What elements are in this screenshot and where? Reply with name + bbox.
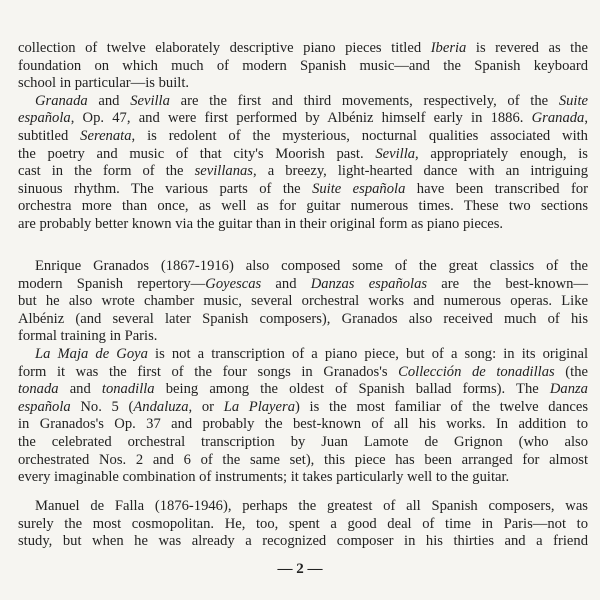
text-line — [18, 58, 588, 76]
text-run: and — [87, 92, 131, 109]
italic-title: Danza — [549, 381, 588, 398]
text-run: foundation on which much of modern Spanish music—and the Spanish keyboard — [18, 57, 588, 74]
paragraph — [18, 498, 588, 551]
italic-title: La Maja de Goya — [35, 345, 148, 362]
italic-title: Suite española — [312, 180, 406, 197]
text-run: but he also wrote chamber music, several orchestral works and numerous operas. Like — [18, 293, 588, 310]
text-run: in Granados's Op. 37 and probably the best-known of all his works. In addition to — [18, 416, 588, 433]
text-line — [18, 328, 588, 346]
text-run: No. 5 ( — [70, 398, 134, 415]
italic-title: Sevilla — [130, 92, 170, 109]
text-run: school in particular—is built. — [18, 75, 190, 92]
text-line — [18, 469, 588, 487]
text-run: , is redolent of the mysterious, nocturnal qualities associated with — [131, 127, 588, 144]
italic-title: Granada — [531, 110, 585, 127]
text-run: cast in the form of the — [18, 163, 195, 180]
text-run: , Op. 47, and were first performed by Albéniz himself early in 1886. — [70, 110, 532, 127]
text-run: form it was the first of the four songs in Granados's — [18, 363, 399, 380]
italic-title: Andaluza — [133, 398, 189, 415]
text-block-falla — [18, 498, 588, 551]
italic-title: Danzas españolas — [310, 275, 428, 292]
text-line — [18, 452, 588, 470]
text-block-granados — [18, 258, 588, 487]
text-line — [18, 181, 588, 199]
text-line — [18, 198, 588, 216]
italic-title: española — [18, 398, 71, 415]
text-line — [18, 216, 588, 234]
text-run: sinuous rhythm. The various parts of the — [18, 180, 313, 197]
italic-title: Granada — [35, 92, 88, 109]
text-run: , a breezy, light-hearted dance with an intriguing — [252, 163, 588, 180]
text-run: have been transcribed for — [405, 180, 588, 197]
text-line — [18, 381, 588, 399]
text-line — [18, 533, 588, 551]
italic-title: La Playera — [223, 398, 295, 415]
text-line — [18, 434, 588, 452]
text-line — [18, 364, 588, 382]
page-number: — 2 — — [277, 561, 323, 577]
text-run: subtitled — [18, 127, 81, 144]
text-line — [18, 93, 588, 111]
paragraph — [18, 93, 588, 234]
text-run: ) is the most familiar of the twelve dances — [295, 398, 589, 415]
text-run: Albéniz (and several later Spanish composers), Granados also received much of his — [18, 310, 588, 327]
italic-title: Iberia — [430, 40, 467, 56]
text-line — [18, 311, 588, 329]
text-run: are the first and third movements, respectively, of the — [169, 92, 559, 109]
text-run: , or — [188, 398, 224, 415]
text-line — [18, 399, 588, 417]
text-run: orchestra more than once, as well as for guitar numerous times. These two sections — [18, 198, 588, 215]
text-line — [18, 110, 588, 128]
text-line — [18, 75, 588, 93]
text-run: every imaginable combination of instruments; it takes particularly well to the guitar. — [18, 469, 510, 486]
paragraph — [18, 346, 588, 487]
text-line — [18, 498, 588, 516]
text-line — [18, 258, 588, 276]
text-run: and — [261, 275, 311, 292]
italic-title: tonada — [18, 381, 59, 398]
italic-title: Goyescas — [205, 275, 262, 292]
text-line — [18, 416, 588, 434]
text-line — [18, 146, 588, 164]
italic-title: Serenata — [80, 127, 132, 144]
paragraph — [18, 258, 588, 346]
italic-title: española — [18, 110, 71, 127]
paragraph — [18, 40, 588, 93]
text-line — [18, 516, 588, 534]
text-run: the celebrated orchestral transcription by Juan Lamote de Grignon (who also — [18, 433, 588, 450]
text-run: (the — [554, 363, 588, 380]
text-run: Manuel de Falla (1876-1946), perhaps the greatest of all Spanish composers, was — [35, 498, 588, 514]
text-run: are probably better known via the guitar than in their original form as piano pieces. — [18, 215, 504, 232]
text-line — [18, 163, 588, 181]
italic-title: tonadilla — [101, 381, 155, 398]
text-run: is not a transcription of a piano piece, but of a song: in its original — [147, 345, 588, 362]
text-run: , — [584, 110, 588, 127]
text-line — [18, 40, 588, 58]
text-line — [18, 346, 588, 364]
text-run: formal training in Paris. — [18, 328, 158, 345]
text-run: Enrique Granados (1867-1916) also composed some of the great classics of the — [35, 258, 588, 274]
italic-title: sevillanas — [194, 163, 253, 180]
text-line — [18, 293, 588, 311]
text-run: being among the oldest of Spanish ballad forms). The — [154, 381, 550, 398]
text-run: modern Spanish repertory— — [18, 275, 206, 292]
text-run: orchestrated Nos. 2 and 6 of the same set), this piece has been arranged for almost — [18, 451, 588, 468]
text-run: the poetry and music of that city's Moorish past. — [18, 145, 376, 162]
italic-title: Suite — [558, 92, 589, 109]
text-run: and — [58, 381, 102, 398]
text-run: , appropriately enough, is — [415, 145, 588, 162]
italic-title: Collección de tonadillas — [398, 363, 555, 380]
text-run: collection of twelve elaborately descriptive piano pieces titled — [18, 40, 431, 56]
text-block-albeniz — [18, 40, 588, 234]
text-run: is revered as the — [466, 40, 589, 56]
text-run: are the best-known— — [427, 275, 589, 292]
text-line — [18, 276, 588, 294]
text-run: study, but when he was already a recognized composer in his thirties and a friend — [18, 533, 588, 550]
italic-title: Sevilla — [375, 145, 416, 162]
text-line — [18, 128, 588, 146]
text-run: surely the most cosmopolitan. He, too, spent a good deal of time in Paris—not to — [18, 515, 588, 532]
